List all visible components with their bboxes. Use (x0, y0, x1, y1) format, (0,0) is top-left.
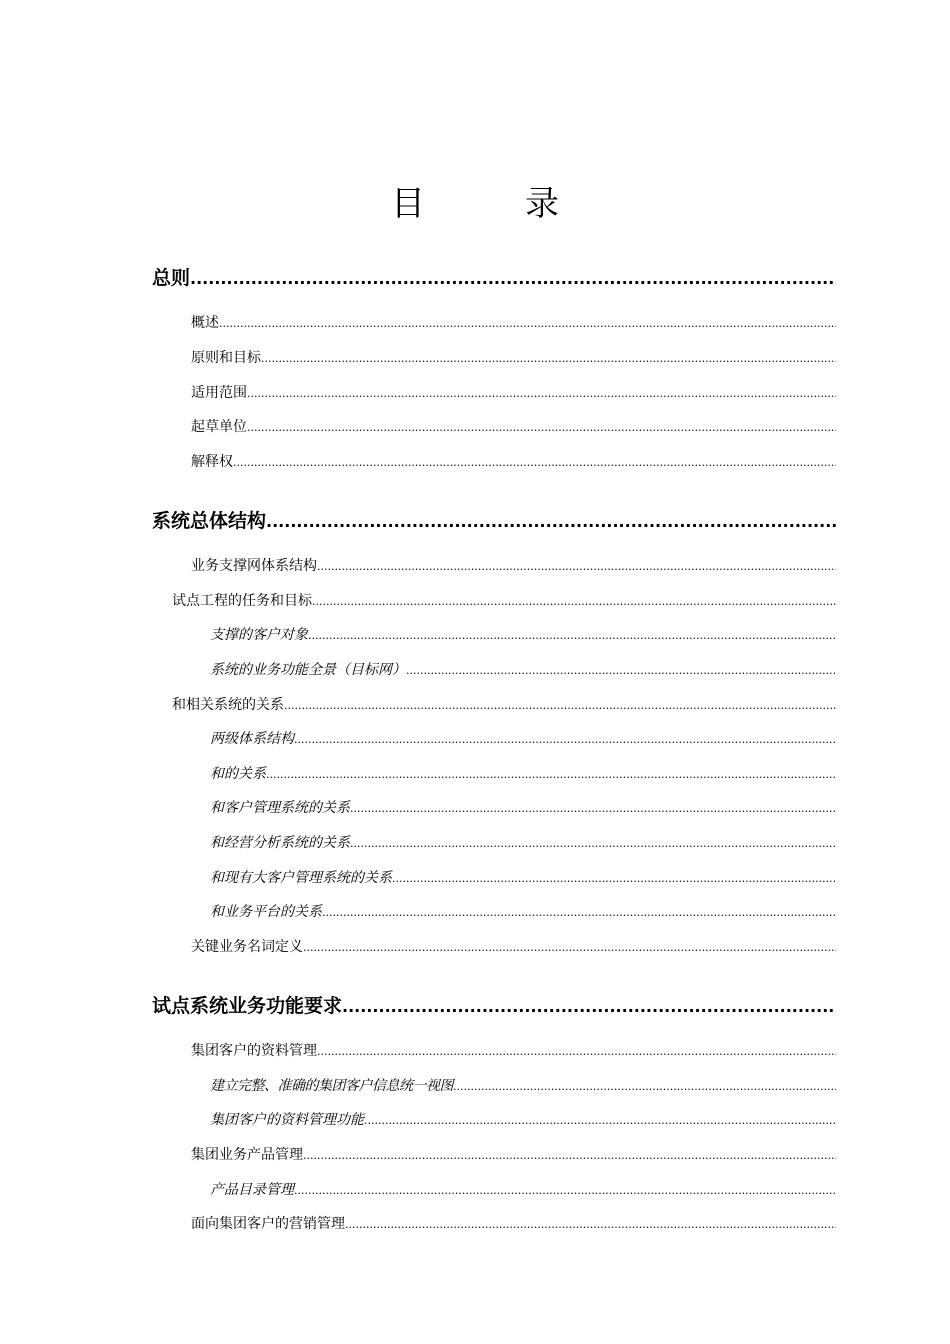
dot-leader (233, 456, 836, 469)
dot-leader (406, 664, 836, 677)
toc-entry-label: 和业务平台的关系 (210, 904, 322, 920)
dot-leader (261, 352, 836, 365)
dot-leader (342, 997, 836, 1016)
dot-leader (266, 768, 836, 781)
dot-leader (350, 837, 836, 850)
toc-entry[interactable] (210, 867, 836, 887)
toc-entry[interactable] (210, 728, 836, 748)
toc-entry-label: 集团客户的资料管理 (191, 1043, 317, 1059)
toc-entry-label: 集团客户的资料管理功能 (210, 1112, 364, 1128)
toc-entry[interactable] (191, 555, 836, 575)
toc-entry[interactable] (210, 624, 836, 644)
toc-entry[interactable] (210, 1179, 836, 1199)
dot-leader (317, 560, 836, 573)
toc-entry-label: 适用范围 (191, 385, 247, 401)
toc-entry[interactable] (172, 694, 836, 714)
toc-entry-label: 原则和目标 (191, 350, 261, 366)
toc-entry[interactable] (191, 1040, 836, 1060)
toc-entry[interactable] (210, 1075, 836, 1095)
dot-leader (247, 387, 836, 400)
toc-entry[interactable] (191, 1213, 836, 1233)
toc-heading-label: 系统总体结构 (152, 510, 267, 532)
toc-entry-label: 系统的业务功能全景（目标网） (210, 662, 406, 678)
dot-leader (247, 421, 836, 434)
toc-entry-label: 起草单位 (191, 419, 247, 435)
dot-leader (350, 802, 836, 815)
dot-leader (312, 595, 836, 608)
toc-entry-label: 建立完整、准确的集团客户信息统一视图 (210, 1078, 453, 1094)
toc-entry[interactable] (191, 1144, 836, 1164)
toc-entry-label: 和现有大客户管理系统的关系 (210, 870, 392, 886)
toc-entry[interactable] (191, 347, 836, 367)
toc-heading-general[interactable] (152, 263, 836, 290)
dot-leader (317, 1045, 836, 1058)
toc-entry[interactable] (191, 451, 836, 471)
dot-leader (308, 629, 836, 642)
toc-entry[interactable] (210, 659, 836, 679)
dot-leader (294, 1184, 836, 1197)
toc-entry-label: 关键业务名词定义 (191, 939, 303, 955)
toc-entry-label: 两级体系结构 (210, 731, 294, 747)
dot-leader (322, 906, 836, 919)
toc-entry-label: 概述 (191, 315, 219, 331)
dot-leader (190, 269, 836, 288)
toc-entry[interactable] (191, 416, 836, 436)
toc-entry-label: 和相关系统的关系 (172, 697, 284, 713)
toc-entry[interactable] (191, 936, 836, 956)
toc-title-char-1: 目 (391, 184, 425, 224)
toc-entry-label: 支撑的客户对象 (210, 627, 308, 643)
toc-entry[interactable] (191, 382, 836, 402)
dot-leader (303, 1149, 836, 1162)
toc-entry[interactable] (210, 901, 836, 921)
toc-heading-system-architecture[interactable] (152, 506, 836, 533)
toc-entry-label: 和的关系 (210, 766, 266, 782)
dot-leader (303, 941, 836, 954)
toc-entry[interactable] (210, 832, 836, 852)
toc-entry-label: 业务支撑网体系结构 (191, 558, 317, 574)
dot-leader (364, 1114, 836, 1127)
toc-heading-pilot-requirements[interactable] (152, 991, 836, 1018)
toc-entry[interactable] (210, 763, 836, 783)
toc-entry-label: 试点工程的任务和目标 (172, 593, 312, 609)
toc-entry-label: 集团业务产品管理 (191, 1147, 303, 1163)
dot-leader (219, 317, 836, 330)
toc-title-char-2: 录 (525, 184, 559, 224)
toc-entry-label: 面向集团客户的营销管理 (191, 1216, 345, 1232)
dot-leader (453, 1080, 836, 1093)
toc-entry-label: 产品目录管理 (210, 1182, 294, 1198)
dot-leader (294, 733, 836, 746)
toc-heading-label: 试点系统业务功能要求 (152, 995, 343, 1017)
dot-leader (392, 872, 836, 885)
toc-entry-label: 和客户管理系统的关系 (210, 800, 350, 816)
toc-entry-label: 解释权 (191, 454, 233, 470)
toc-entry-label: 和经营分析系统的关系 (210, 835, 350, 851)
toc-entry[interactable] (210, 1109, 836, 1129)
dot-leader (345, 1218, 836, 1231)
dot-leader (284, 699, 836, 712)
toc-entry[interactable] (191, 312, 836, 332)
toc-heading-label: 总则 (152, 267, 191, 289)
dot-leader (266, 512, 836, 531)
toc-entry[interactable] (210, 797, 836, 817)
toc-entry[interactable] (172, 590, 836, 610)
